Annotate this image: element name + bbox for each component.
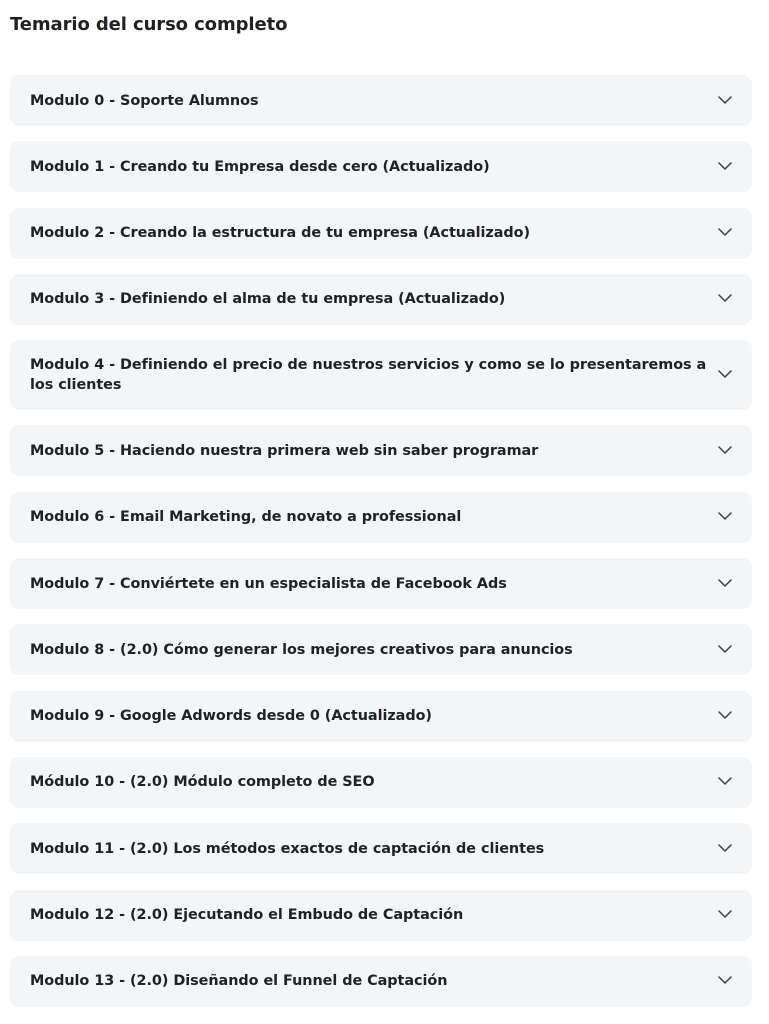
module-title: Modulo 5 - Haciendo nuestra primera web sin saber programar [30, 442, 539, 459]
module-accordion-item-11[interactable] [10, 823, 752, 874]
module-accordion-item-5[interactable] [10, 425, 752, 476]
module-title: Módulo 10 - (2.0) Módulo completo de SEO [30, 774, 375, 791]
module-title: Modulo 8 - (2.0) Cómo generar los mejores creativos para anuncios [30, 641, 573, 658]
chevron-down-icon [718, 844, 732, 852]
chevron-down-icon [718, 446, 732, 454]
chevron-down-icon [718, 294, 732, 302]
module-accordion-item-0[interactable] [10, 75, 752, 126]
chevron-down-icon [718, 512, 732, 520]
module-title: Modulo 9 - Google Adwords desde 0 (Actualizado) [30, 708, 432, 725]
module-title: Modulo 11 - (2.0) Los métodos exactos de captación de clientes [30, 840, 545, 857]
chevron-down-icon [718, 162, 732, 170]
module-title: Modulo 6 - Email Marketing, de novato a professional [30, 509, 462, 526]
module-accordion-item-9[interactable] [10, 691, 752, 742]
chevron-down-icon [718, 579, 732, 587]
module-accordion-item-4[interactable] [10, 340, 752, 410]
chevron-down-icon [718, 370, 732, 378]
module-accordion-item-6[interactable] [10, 492, 752, 543]
module-title: Modulo 0 - Soporte Alumnos [30, 92, 259, 109]
module-accordion-item-1[interactable] [10, 141, 752, 192]
module-title: Modulo 2 - Creando la estructura de tu empresa (Actualizado) [30, 225, 531, 242]
page-title: Temario del curso completo [10, 14, 288, 35]
module-accordion-item-12[interactable] [10, 890, 752, 941]
chevron-down-icon [718, 645, 732, 653]
module-title: Modulo 4 - Definiendo el precio de nuestros servicios y como se lo presentaremos a los clientes [30, 357, 707, 394]
chevron-down-icon [718, 711, 732, 719]
module-title: Modulo 13 - (2.0) Diseñando el Funnel de Captación [30, 973, 448, 990]
chevron-down-icon [718, 910, 732, 918]
chevron-down-icon [718, 976, 732, 984]
chevron-down-icon [718, 777, 732, 785]
module-accordion-list [10, 75, 752, 1022]
module-title: Modulo 12 - (2.0) Ejecutando el Embudo de Captación [30, 907, 464, 924]
module-accordion-item-7[interactable] [10, 558, 752, 609]
module-title: Modulo 7 - Conviértete en un especialista de Facebook Ads [30, 575, 507, 592]
module-accordion-item-13[interactable] [10, 956, 752, 1007]
chevron-down-icon [718, 228, 732, 236]
module-title: Modulo 1 - Creando tu Empresa desde cero (Actualizado) [30, 158, 490, 175]
chevron-down-icon [718, 96, 732, 104]
module-title: Modulo 3 - Definiendo el alma de tu empresa (Actualizado) [30, 291, 506, 308]
module-accordion-item-2[interactable] [10, 208, 752, 259]
module-accordion-item-3[interactable] [10, 274, 752, 325]
module-accordion-item-10[interactable] [10, 757, 752, 808]
module-accordion-item-8[interactable] [10, 624, 752, 675]
